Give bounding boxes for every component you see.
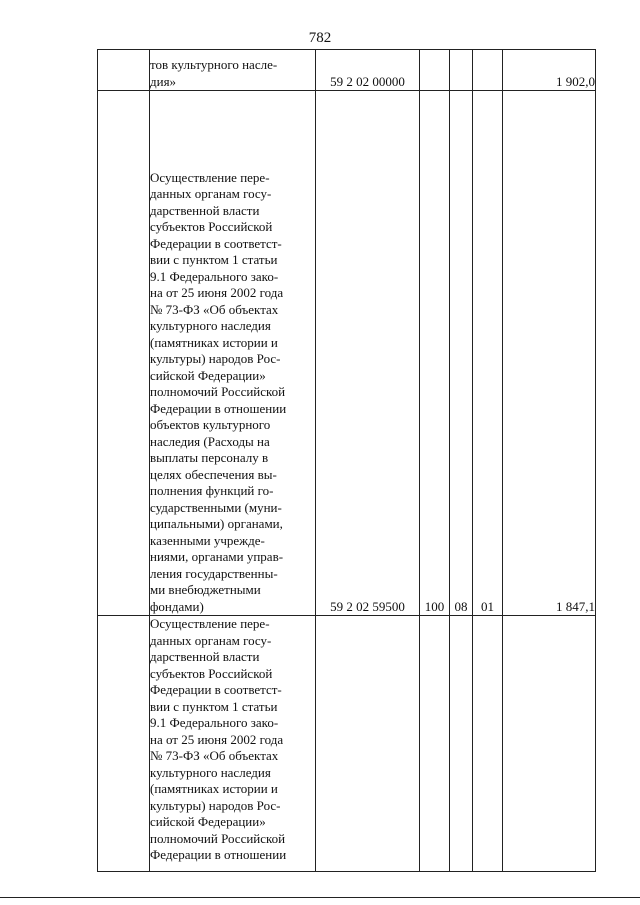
description-line: Осуществление пере-	[150, 169, 270, 185]
section-code: 08	[450, 91, 473, 616]
budget-table	[97, 49, 596, 872]
description-line: целях обеспечения вы-	[150, 466, 277, 482]
row-description	[150, 50, 316, 91]
section-code	[450, 50, 473, 91]
description-line: выплаты персоналу в	[150, 450, 269, 465]
description-line: Федерации в соответст-	[150, 682, 282, 697]
expense-type-code	[420, 616, 450, 872]
description-line: сийской Федерации»	[150, 367, 266, 383]
description-line: сударственными (муни-	[150, 499, 282, 515]
description-line: (памятниках истории и	[150, 781, 278, 796]
subsection-code	[473, 50, 503, 91]
target-article-code: 59 2 02 00000	[316, 50, 420, 91]
description-line: ления государственны-	[150, 565, 278, 581]
description-line: (памятниках истории и	[150, 334, 278, 350]
description-line: данных органам госу-	[150, 186, 272, 201]
row-number-cell	[98, 50, 150, 91]
row-number-cell	[98, 616, 150, 872]
description-line: субъектов Российской	[150, 219, 273, 234]
description-line: Федерации в отношении	[150, 400, 287, 416]
description-line: дия»	[150, 73, 177, 89]
description-line: культурного наследия	[150, 318, 271, 333]
description-line: сийской Федерации»	[150, 814, 266, 829]
page-number: 782	[308, 30, 332, 46]
section-code	[450, 616, 473, 872]
table-row	[98, 50, 596, 91]
description-line: 9.1 Федерального зако-	[150, 268, 279, 284]
description-line: культуры) народов Рос-	[150, 797, 281, 813]
table-row	[98, 616, 596, 872]
target-article-code: 59 2 02 59500	[316, 91, 420, 616]
description-line: Осуществление пере-	[150, 616, 270, 631]
description-line: полномочий Российской	[150, 830, 286, 846]
description-line: 9.1 Федерального зако-	[150, 715, 279, 730]
description-line: объектов культурного	[150, 417, 271, 432]
description-line: ми внебюджетными	[150, 582, 261, 597]
description-line: культуры) народов Рос-	[150, 351, 281, 366]
description-line: Федерации в соответст-	[150, 235, 282, 251]
description-line: ципальными) органами,	[150, 516, 283, 531]
description-line: фондами)	[150, 598, 204, 614]
table-row	[98, 91, 596, 616]
description-line: вии с пунктом 1 статьи	[150, 252, 278, 267]
description-line: Федерации в отношении	[150, 847, 287, 862]
amount-cell: 1 902,0	[503, 50, 596, 91]
subsection-code	[473, 616, 503, 872]
expense-type-code: 100	[420, 91, 450, 616]
amount-cell	[503, 616, 596, 872]
description-line: полнения функций го-	[150, 483, 274, 498]
expense-type-code	[420, 50, 450, 91]
description-line: данных органам госу-	[150, 632, 272, 648]
page-bottom-rule	[0, 897, 640, 898]
description-line: наследия (Расходы на	[150, 433, 270, 449]
row-description	[150, 91, 316, 616]
description-line: культурного наследия	[150, 764, 271, 780]
description-line: № 73-ФЗ «Об объектах	[150, 301, 279, 317]
row-number-cell	[98, 91, 150, 616]
amount-cell: 1 847,1	[503, 91, 596, 616]
description-line: ниями, органами управ-	[150, 549, 284, 564]
description-line: казенными учрежде-	[150, 532, 265, 548]
description-line: дарственной власти	[150, 649, 260, 664]
description-line: полномочий Российской	[150, 384, 286, 399]
description-line: на от 25 июня 2002 года	[150, 285, 284, 300]
target-article-code	[316, 616, 420, 872]
description-line: субъектов Российской	[150, 665, 273, 681]
description-line: вии с пунктом 1 статьи	[150, 698, 278, 714]
row-description	[150, 616, 316, 872]
description-line: № 73-ФЗ «Об объектах	[150, 748, 279, 763]
description-line: дарственной власти	[150, 202, 260, 218]
description-line: тов культурного насле-	[150, 57, 278, 72]
subsection-code: 01	[473, 91, 503, 616]
description-line: на от 25 июня 2002 года	[150, 731, 284, 747]
